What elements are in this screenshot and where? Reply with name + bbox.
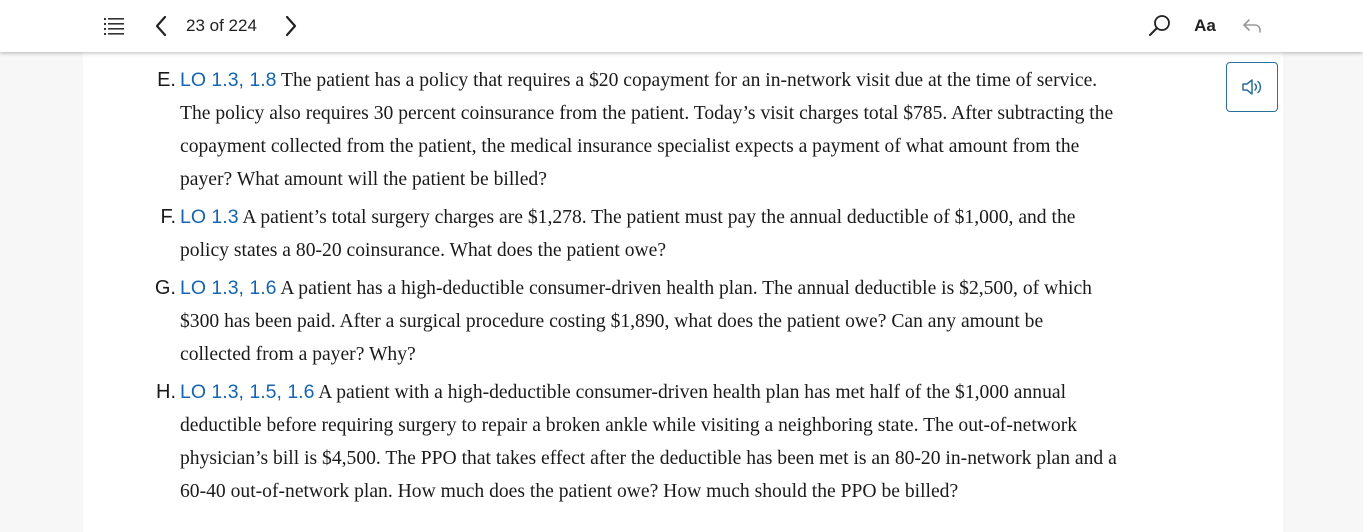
- exercise-line: $300 has been paid. After a surgical procedure costing $1,890, what does the patient owe? Can any amount be: [180, 311, 1044, 332]
- exercise-line: physician’s bill is $4,500. The PPO that takes effect after the deductible has been met is an 80-20 in-network plan and a: [180, 448, 1117, 469]
- go-back-button[interactable]: [1240, 13, 1264, 39]
- learning-objective-link[interactable]: LO 1.3, 1.6: [180, 277, 277, 299]
- exercise-line: 60-40 out-of-network plan. How much does the patient owe? How much should the PPO be billed?: [180, 481, 959, 502]
- exercise-line: The policy also requires 30 percent coinsurance from the patient. Today’s visit charges total $785. After subtracting the: [180, 103, 1114, 124]
- learning-objective-link[interactable]: LO 1.3: [180, 206, 239, 228]
- exercise-letter-e: E.: [157, 69, 176, 91]
- back-arrow-icon: [1242, 18, 1262, 34]
- exercise-f: [180, 201, 1215, 267]
- exercise-line: [180, 201, 1215, 234]
- exercise-line: collected from a payer? Why?: [180, 344, 416, 365]
- exercise-line: payer? What amount will the patient be billed?: [180, 169, 547, 190]
- exercise-text: A patient has a high-deductible consumer-driven health plan. The annual deductible is $2,500, of which: [280, 278, 1092, 299]
- exercise-h: [180, 376, 1215, 508]
- exercise-text: A patient with a high-deductible consumer-driven health plan has met half of the $1,000 annual: [318, 382, 1067, 403]
- next-page-button[interactable]: [280, 13, 302, 39]
- learning-objective-link[interactable]: LO 1.3, 1.5, 1.6: [180, 381, 315, 403]
- learning-objective-link[interactable]: LO 1.3, 1.8: [180, 69, 277, 91]
- chevron-left-icon: [154, 15, 168, 37]
- exercise-letter-g: G.: [154, 277, 176, 299]
- toc-icon: [104, 17, 124, 35]
- chevron-right-icon: [284, 15, 298, 37]
- exercise-text: A patient’s total surgery charges are $1,278. The patient must pay the annual deductible of $1,000, and the: [242, 207, 1076, 228]
- exercise-e: [180, 64, 1215, 196]
- search-button[interactable]: [1146, 12, 1174, 40]
- page-indicator: 23 of 224: [186, 16, 257, 35]
- exercise-line: [180, 64, 1215, 97]
- exercise-line: [180, 272, 1215, 305]
- exercise-g: [180, 272, 1215, 371]
- search-icon: [1148, 14, 1172, 38]
- speaker-icon: [1241, 78, 1263, 96]
- previous-page-button[interactable]: [150, 13, 172, 39]
- exercise-letter-h: H.: [156, 381, 176, 403]
- exercise-text: The patient has a policy that requires a $20 copayment for an in-network visit due at the time of service.: [281, 70, 1098, 91]
- exercise-line: copayment collected from the patient, the medical insurance specialist expects a payment of what amount from the: [180, 136, 1080, 157]
- exercise-line: policy states a 80-20 coinsurance. What does the patient owe?: [180, 240, 667, 261]
- table-of-contents-button[interactable]: [102, 14, 126, 38]
- font-settings-button[interactable]: Aa: [1194, 16, 1216, 35]
- read-aloud-button[interactable]: [1226, 62, 1278, 112]
- exercise-line: deductible before requiring surgery to repair a broken ankle while visiting a neighboring state. The out-of-network: [180, 415, 1078, 436]
- exercise-letter-f: F.: [160, 206, 176, 228]
- exercise-line: [180, 376, 1215, 409]
- reader-toolbar: [0, 0, 1363, 52]
